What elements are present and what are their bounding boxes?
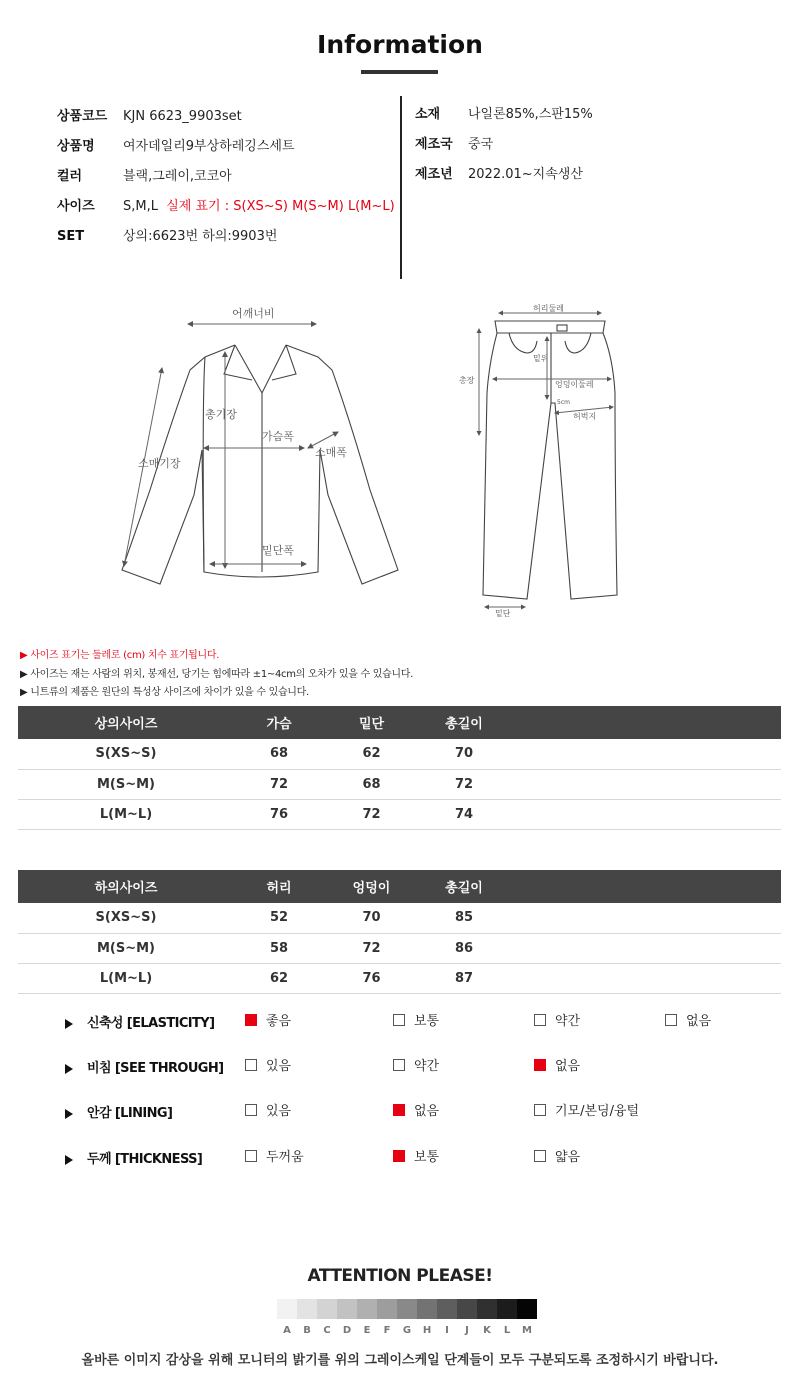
top-size-table [18, 706, 781, 830]
attr-name: 비침 [SEE THROUGH] [87, 1061, 224, 1076]
option-label: 없음 [555, 1059, 581, 1074]
grayscale-label: B [303, 1325, 311, 1336]
grayscale-swatch [317, 1299, 337, 1319]
table-cell: 52 [234, 903, 324, 933]
triangle-icon [65, 1109, 73, 1119]
grayscale-swatch [337, 1299, 357, 1319]
table-header [509, 706, 781, 739]
table-cell: L(M~L) [18, 963, 234, 993]
table-cell: 68 [234, 739, 324, 769]
grayscale-swatch [477, 1299, 497, 1319]
grayscale-swatch [437, 1299, 457, 1319]
option-label: 보통 [414, 1014, 440, 1029]
table-cell: 68 [324, 769, 419, 799]
table-cell [509, 963, 781, 993]
table-cell: L(M~L) [18, 799, 234, 829]
table-header-row [18, 706, 781, 739]
info-label: 컬러 [57, 169, 83, 184]
attr-option[interactable] [393, 1012, 439, 1032]
checkbox-icon [245, 1059, 257, 1071]
attention-title: ATTENTION PLEASE! [307, 1266, 493, 1286]
grayscale-swatch [297, 1299, 317, 1319]
table-cell: 72 [419, 769, 509, 799]
grayscale-swatch [277, 1299, 297, 1319]
table-cell: 87 [419, 963, 509, 993]
checkbox-icon [245, 1150, 257, 1162]
grayscale-label: I [445, 1325, 449, 1336]
table-row [18, 933, 781, 963]
table-row [18, 739, 781, 769]
pants-diagram [455, 303, 625, 623]
attr-option[interactable] [393, 1102, 439, 1122]
info-label: 제조년 [415, 167, 453, 182]
shirt-diagram [110, 300, 400, 600]
info-label: SET [57, 229, 85, 244]
grayscale-label: C [323, 1325, 331, 1336]
info-value: 블랙,그레이,코코아 [123, 169, 232, 184]
option-label: 두꺼움 [266, 1150, 304, 1165]
info-value: 2022.01~지속생산 [468, 167, 583, 182]
pants-label-hip: 엉덩이둘레 [555, 380, 594, 389]
table-header: 상의사이즈 [18, 706, 234, 739]
grayscale-swatch [517, 1299, 537, 1319]
attr-thickness [65, 1150, 202, 1170]
table-cell: S(XS~S) [18, 739, 234, 769]
table-cell: 86 [419, 933, 509, 963]
grayscale-swatch [357, 1299, 377, 1319]
table-cell: 72 [324, 933, 419, 963]
info-row-country [415, 136, 493, 154]
grayscale-label: F [383, 1325, 391, 1336]
shirt-label-sleeve-length: 소매기장 [138, 457, 181, 470]
attr-name: 안감 [LINING] [87, 1106, 173, 1121]
table-header: 밑단 [324, 706, 419, 739]
checkbox-icon [393, 1059, 405, 1071]
table-row [18, 799, 781, 829]
option-label: 있음 [266, 1104, 292, 1119]
page-title: Information [317, 30, 483, 59]
grayscale-label: E [363, 1325, 371, 1336]
attr-option[interactable] [534, 1012, 580, 1032]
table-cell: 70 [324, 903, 419, 933]
attr-option[interactable] [393, 1148, 439, 1168]
triangle-icon [65, 1019, 73, 1029]
table-cell: S(XS~S) [18, 903, 234, 933]
pants-label-hem: 밑단 [495, 609, 511, 618]
shirt-label-shoulder: 어깨너비 [232, 307, 275, 320]
grayscale-label: D [342, 1325, 352, 1336]
info-value: S,M,L [123, 199, 158, 214]
info-value: 여자데일리9부상하레깅스세트 [123, 139, 295, 154]
grayscale-swatch [377, 1299, 397, 1319]
shirt-label-chest: 가슴폭 [262, 430, 294, 443]
table-cell: 76 [234, 799, 324, 829]
table-row [18, 963, 781, 993]
attr-name: 신축성 [ELASTICITY] [87, 1016, 215, 1031]
triangle-icon [65, 1064, 73, 1074]
checkbox-icon [245, 1104, 257, 1116]
grayscale-label: G [402, 1325, 412, 1336]
table-cell [509, 739, 781, 769]
grayscale-label: J [465, 1325, 469, 1336]
table-cell: 72 [324, 799, 419, 829]
attr-name: 두께 [THICKNESS] [87, 1152, 203, 1167]
table-cell: 58 [234, 933, 324, 963]
info-value: 상의:6623번 하의:9903번 [123, 229, 278, 244]
attr-option[interactable] [665, 1012, 711, 1032]
info-value: KJN 6623_9903set [123, 109, 242, 124]
table-cell [509, 933, 781, 963]
table-cell: 62 [234, 963, 324, 993]
attention-text: 올바른 이미지 감상을 위해 모니터의 밝기를 위의 그레이스케일 단계들이 모두 구분되도록 조정하시기 바랍니다. [81, 1353, 719, 1368]
attr-option[interactable] [393, 1057, 439, 1077]
checkbox-checked-icon [393, 1150, 405, 1162]
attr-lining [65, 1104, 172, 1124]
option-label: 있음 [266, 1059, 292, 1074]
table-header-row [18, 870, 781, 903]
triangle-icon [65, 1155, 73, 1165]
info-divider [400, 96, 402, 279]
table-cell: 76 [324, 963, 419, 993]
table-cell [509, 903, 781, 933]
grayscale-swatch [417, 1299, 437, 1319]
table-header: 총길이 [419, 706, 509, 739]
option-label: 없음 [414, 1104, 440, 1119]
table-row [18, 769, 781, 799]
checkbox-checked-icon [534, 1059, 546, 1071]
attr-option[interactable] [245, 1057, 291, 1077]
info-value: 나일론85%,스판15% [468, 107, 593, 122]
shirt-label-sleeve-width: 소매폭 [315, 446, 347, 459]
pants-label-thigh: 허벅지 [573, 412, 597, 421]
size-note: 실제 표기 : S(XS~S) M(S~M) L(M~L) [166, 199, 395, 214]
table-cell [509, 769, 781, 799]
grayscale-swatch [497, 1299, 517, 1319]
table-cell: 72 [234, 769, 324, 799]
checkbox-icon [665, 1014, 677, 1026]
grayscale-label: M [522, 1325, 532, 1336]
table-header: 허리 [234, 870, 324, 903]
pants-label-rise: 밑위 [533, 354, 549, 363]
option-label: 보통 [414, 1150, 440, 1165]
info-label: 제조국 [415, 137, 453, 152]
info-row-material [415, 106, 593, 124]
table-cell: 74 [419, 799, 509, 829]
option-label: 기모/본딩/융털 [555, 1104, 640, 1119]
note-knit: ▶ 니트류의 제품은 원단의 특성상 사이즈에 차이가 있을 수 있습니다. [20, 687, 309, 698]
checkbox-checked-icon [245, 1014, 257, 1026]
grayscale-label: A [283, 1325, 291, 1336]
checkbox-icon [534, 1104, 546, 1116]
info-row-name [57, 138, 295, 156]
pants-label-hip-small: 5cm [557, 399, 570, 406]
grayscale-label: K [483, 1325, 491, 1336]
info-label: 상품명 [57, 139, 95, 154]
attr-option[interactable] [245, 1148, 304, 1168]
info-label: 사이즈 [57, 199, 95, 214]
note-tolerance: ▶ 사이즈는 재는 사람의 위치, 봉재선, 당기는 힘에따라 ±1~4cm의 오차가 있을 수 있습니다. [20, 669, 414, 680]
attr-option[interactable] [245, 1012, 291, 1032]
table-header: 총길이 [419, 870, 509, 903]
attr-option[interactable] [534, 1148, 580, 1168]
attr-elasticity [65, 1014, 214, 1034]
table-header [509, 870, 781, 903]
shirt-label-hem: 밑단폭 [262, 544, 294, 557]
checkbox-icon [393, 1014, 405, 1026]
option-label: 좋음 [266, 1014, 292, 1029]
table-row [18, 903, 781, 933]
pants-label-waist: 허리둘레 [533, 304, 564, 313]
grayscale-swatch [457, 1299, 477, 1319]
info-row-size [57, 198, 395, 216]
bottom-size-table [18, 870, 781, 994]
table-header: 엉덩이 [324, 870, 419, 903]
info-row-year [415, 166, 583, 184]
info-value: 중국 [468, 137, 494, 152]
grayscale-label: H [422, 1325, 432, 1336]
grayscale-label: L [503, 1325, 511, 1336]
option-label: 약간 [555, 1014, 581, 1029]
table-cell: M(S~M) [18, 769, 234, 799]
info-row-color [57, 168, 232, 186]
shirt-label-total-length: 총기장 [205, 408, 237, 421]
table-cell: 70 [419, 739, 509, 769]
grayscale-swatch [397, 1299, 417, 1319]
table-header: 가슴 [234, 706, 324, 739]
title-underline [361, 70, 438, 74]
option-label: 없음 [686, 1014, 712, 1029]
table-cell: M(S~M) [18, 933, 234, 963]
table-cell: 62 [324, 739, 419, 769]
table-cell [509, 799, 781, 829]
pants-label-total: 총장 [459, 376, 475, 385]
info-row-set [57, 228, 277, 246]
attr-option[interactable] [534, 1102, 639, 1122]
info-label: 상품코드 [57, 109, 108, 124]
info-row-code [57, 108, 242, 126]
note-size-unit: ▶ 사이즈 표기는 둘레로 (cm) 치수 표기됩니다. [20, 650, 220, 661]
table-header: 하의사이즈 [18, 870, 234, 903]
option-label: 얇음 [555, 1150, 581, 1165]
checkbox-icon [534, 1150, 546, 1162]
attr-option[interactable] [245, 1102, 291, 1122]
info-label: 소재 [415, 107, 441, 122]
attr-option[interactable] [534, 1057, 580, 1077]
attr-see-through [65, 1059, 224, 1079]
option-label: 약간 [414, 1059, 440, 1074]
checkbox-icon [534, 1014, 546, 1026]
table-cell: 85 [419, 903, 509, 933]
checkbox-checked-icon [393, 1104, 405, 1116]
